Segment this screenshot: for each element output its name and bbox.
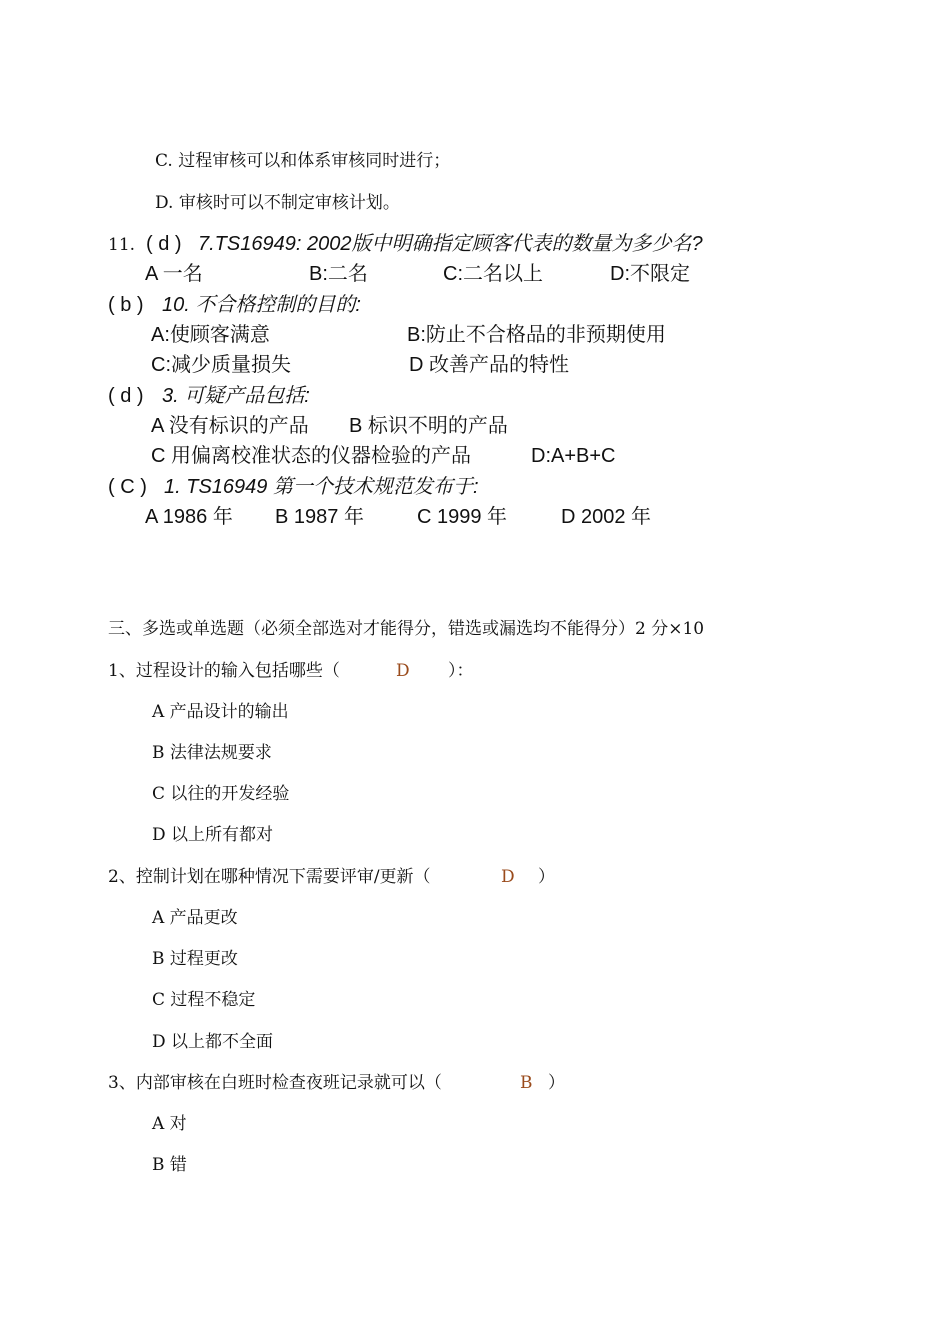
option-b: B:防止不合格品的非预期使用 (407, 324, 666, 346)
question-q10 (108, 295, 808, 321)
option-b: B 过程更改 (152, 949, 238, 969)
question-stem: 7.TS16949: 2002版中明确指定顾客代表的数量为多少名? (198, 233, 703, 255)
option-d: D 2002 年 (561, 506, 652, 528)
answer-letter: B (520, 1073, 533, 1093)
question-q1-options (145, 507, 765, 531)
question-q3 (108, 386, 808, 412)
question-q10-options-row1 (151, 325, 771, 349)
section-title: 三、多选或单选题（必须全部选对才能得分，错选或漏选均不能得分）2 分×10 (108, 619, 705, 639)
option-a: A 没有标识的产品 (151, 415, 309, 437)
question-stem: 3. 可疑产品包括: (162, 385, 310, 407)
option-d: D 以上所有都对 (152, 825, 274, 845)
answer-letter: D (396, 661, 410, 681)
option-c: C 以往的开发经验 (152, 784, 290, 804)
question-stem: 10. 不合格控制的目的: (162, 294, 361, 316)
option-d-line: D. 审核时可以不制定审核计划。 (155, 193, 400, 213)
option-d: D:A+B+C (531, 445, 616, 467)
option-d: D:不限定 (610, 263, 690, 285)
option-c-line: C. 过程审核可以和体系审核同时进行； (155, 151, 451, 171)
section3-question-3 (108, 1075, 708, 1097)
option-c: C 用偏离校准状态的仪器检验的产品 (151, 445, 471, 467)
question-stem: 1. TS16949 第一个技术规范发布于: (164, 476, 479, 498)
option-d: D 以上都不全面 (152, 1032, 274, 1052)
option-a: A 对 (152, 1114, 187, 1134)
option-a: A 产品设计的输出 (152, 702, 289, 722)
question-stem-end: ） (548, 1073, 565, 1093)
question-stem: 3、内部审核在白班时检查夜班记录就可以（ (108, 1073, 442, 1093)
question-stem-end: ）： (448, 661, 474, 681)
answer-paren: ( d ) (146, 233, 182, 255)
option-c: C 过程不稳定 (152, 990, 256, 1010)
answer-paren: ( C ) (108, 476, 147, 498)
option-a: A:使顾客满意 (151, 324, 270, 346)
option-c: C:二名以上 (443, 263, 543, 285)
question-stem: 1、过程设计的输入包括哪些（ (108, 661, 340, 681)
question-stem-end: ） (538, 867, 555, 887)
option-c: C:减少质量损失 (151, 354, 291, 376)
question-q10-options-row2 (151, 355, 771, 379)
answer-letter: D (501, 867, 515, 887)
option-c: C 1999 年 (417, 506, 508, 528)
section3-question-2 (108, 869, 708, 891)
section3-question-1 (108, 663, 708, 685)
option-b: B:二名 (309, 263, 368, 285)
option-b: B 法律法规要求 (152, 743, 272, 763)
question-q1 (108, 477, 808, 503)
answer-paren: ( d ) (108, 385, 144, 407)
option-b: B 错 (152, 1155, 187, 1175)
question-number: 11. (108, 235, 136, 255)
option-a: A 1986 年 (145, 506, 233, 528)
option-a: A 一名 (145, 263, 203, 285)
answer-paren: ( b ) (108, 294, 144, 316)
option-d: D 改善产品的特性 (409, 354, 569, 376)
option-b: B 标识不明的产品 (349, 415, 508, 437)
option-b: B 1987 年 (275, 506, 364, 528)
option-a: A 产品更改 (152, 908, 238, 928)
question-stem: 2、控制计划在哪种情况下需要评审/更新（ (108, 867, 431, 887)
question-q3-options-row2 (151, 446, 771, 470)
question-q11-options (145, 264, 765, 288)
question-q11 (108, 234, 808, 260)
question-q3-options-row1 (151, 416, 771, 440)
